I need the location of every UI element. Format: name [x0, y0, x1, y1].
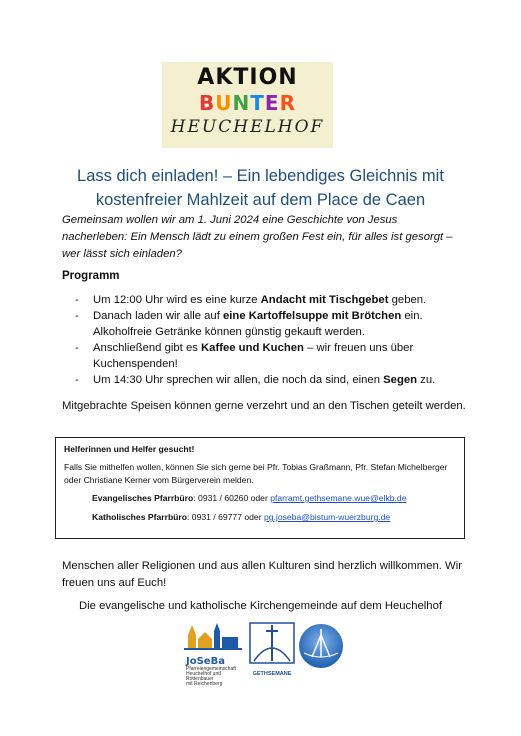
welcome-text: Menschen aller Religionen und aus allen Kulturen sind herzlich willkommen. Wir freuen uns auf Euch! [62, 560, 462, 589]
helpers-box [55, 437, 465, 539]
signoff-text: Die evangelische und katholische Kirchengemeinde auf dem Heuchelhof [79, 600, 442, 612]
church-skyline-icon [184, 621, 246, 651]
title-line-2: kostenfreier Mahlzeit auf dem Place de Caen [95, 191, 426, 209]
joseba-sub: Heuchelhof und Rottenbauer [186, 671, 222, 682]
list-item: - Anschließend gibt es Kaffee und Kuchen – wir freuen uns über Kuchenspenden! [62, 340, 462, 372]
logo-line-aktion: AKTION [197, 65, 298, 90]
title-line-1: Lass dich einladen! – Ein lebendiges Gleichnis mit [77, 167, 444, 185]
contact-evangelical [64, 492, 456, 505]
contact-phone: : 0931 / 60260 oder [193, 493, 271, 503]
contact-label: Evangelisches Pfarrbüro [92, 493, 194, 503]
logo-letter: T [250, 91, 265, 115]
joseba-logo [184, 621, 246, 687]
parish-emblem-logo [298, 623, 344, 669]
joseba-sub: Pfarreiengemeinschaft [186, 666, 237, 672]
gethsemane-logo [248, 621, 296, 677]
helpers-title: Helferinnen und Helfer gesucht! [64, 444, 195, 454]
joseba-sub: mit Reichenberg [186, 681, 223, 687]
aktion-bunter-logo [162, 62, 333, 148]
email-link-catholic[interactable]: pg.joseba@bistum-wuerzburg.de [263, 512, 391, 522]
logo-letter: B [199, 91, 216, 115]
program-heading: Programm [62, 270, 120, 282]
logo-letter: R [279, 91, 296, 115]
logo-letter: N [232, 91, 251, 115]
contact-phone: : 0931 / 69777 oder [187, 512, 264, 522]
joseba-name: JoSeBa [186, 656, 225, 667]
gethsemane-church-icon [248, 621, 296, 665]
emblem-circle-icon [298, 623, 344, 669]
food-note: Mitgebrachte Speisen können gerne verzehrt und an den Tischen geteilt werden. [62, 400, 466, 412]
helpers-text: Falls Sie mithelfen wollen, können Sie sich gerne bei Pfr. Tobias Graßmann, Pfr. Stefan Michelberger oder Christiane Kerner vom Bürgerverein melden. [64, 462, 448, 485]
program-list [62, 292, 462, 388]
logo-letter: E [264, 91, 280, 115]
intro-text: Gemeinsam wollen wir am 1. Juni 2024 eine Geschichte von Jesus nacherleben: Ein Mensch lädt zu einem großen Fest ein, für alles ist gesorgt – wer lässt sich einladen? [62, 214, 453, 260]
logo-letter: U [215, 91, 233, 115]
page-title [40, 164, 481, 212]
logo-line-heuchelhof: HEUCHELHOF [170, 117, 325, 137]
footer-logos [184, 621, 344, 687]
email-link-evangelical[interactable]: pfarramt.gethsemane.wue@elkb.de [270, 493, 407, 503]
list-item: - Danach laden wir alle auf eine Kartoffelsuppe mit Brötchen ein. Alkoholfreie Getränke können günstig gekauft werden. [62, 308, 462, 340]
list-item: - Um 14:30 Uhr sprechen wir allen, die noch da sind, einen Segen zu. [62, 372, 462, 388]
gethsemane-name: GETHSEMANE [252, 671, 292, 677]
contact-label: Katholisches Pfarrbüro [92, 512, 188, 522]
list-item: - Um 12:00 Uhr wird es eine kurze Andacht mit Tischgebet geben. [62, 292, 462, 308]
contact-catholic [64, 511, 456, 524]
logo-line-bunter [162, 91, 333, 115]
